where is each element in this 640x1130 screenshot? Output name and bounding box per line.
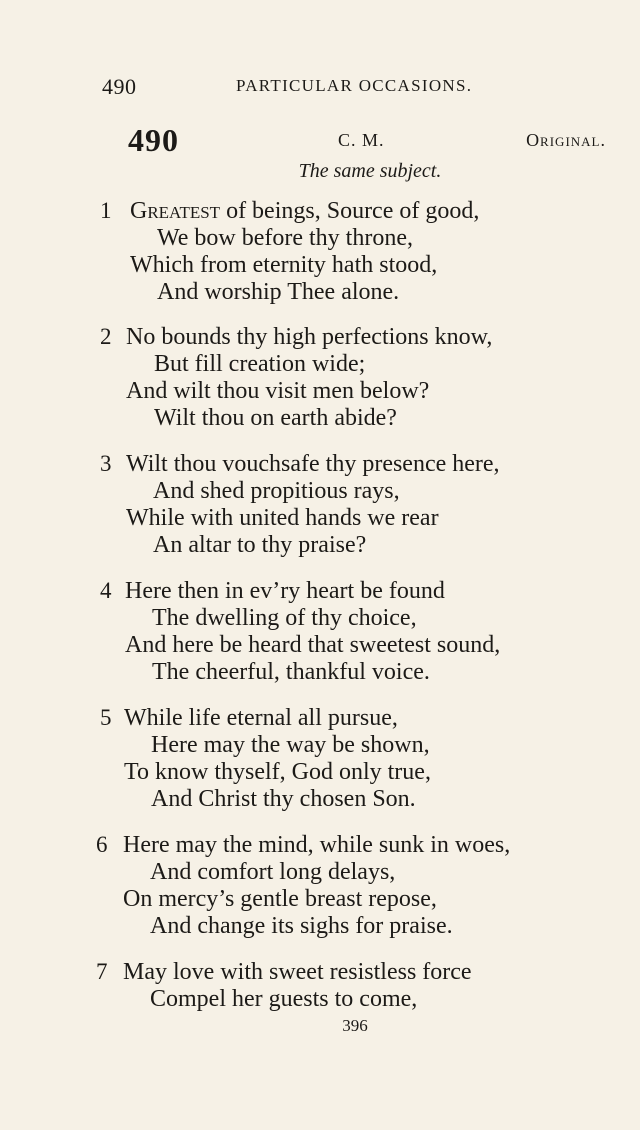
stanza-number: 4: [100, 578, 112, 603]
stanza-number: 1: [100, 198, 112, 223]
stanza-line: Compel her guests to come,: [150, 986, 418, 1012]
stanza-line: And Christ thy chosen Son.: [151, 786, 416, 812]
stanza-line: And worship Thee alone.: [157, 279, 400, 305]
running-page-number: 490: [102, 74, 137, 99]
stanza-number: 5: [100, 705, 112, 730]
stanza-line: The cheerful, thankful voice.: [152, 659, 430, 685]
stanza-line: And wilt thou visit men below?: [126, 378, 430, 404]
stanza-line: We bow before thy throne,: [157, 225, 413, 251]
hymn-meter: C. M.: [338, 130, 385, 150]
stanza-line: Here then in ev’ry heart be found: [125, 578, 445, 604]
stanza-line: And shed propitious rays,: [153, 478, 400, 504]
stanza-line: Here may the way be shown,: [151, 732, 430, 758]
hymn-heading: [128, 122, 606, 162]
stanza-line: [130, 198, 479, 225]
stanza-line: Wilt thou on earth abide?: [154, 405, 397, 431]
stanza-line: No bounds thy high perfections know,: [126, 324, 493, 350]
stanza-line: While with united hands we rear: [126, 505, 439, 531]
stanza-line: But fill creation wide;: [154, 351, 366, 377]
hymn-source: Original.: [526, 130, 606, 150]
stanza-line: And change its sighs for praise.: [150, 913, 453, 939]
page-folio: 396: [342, 1016, 368, 1035]
stanza-line: On mercy’s gentle breast repose,: [123, 886, 437, 912]
stanza-line: Which from eternity hath stood,: [130, 252, 438, 278]
running-header: [102, 74, 600, 100]
stanza-line: The dwelling of thy choice,: [152, 605, 417, 631]
stanza-line-rest: of beings, Source of good,: [220, 198, 480, 224]
stanza-line: Wilt thou vouchsafe thy presence here,: [126, 451, 500, 477]
stanza-number: 2: [100, 324, 112, 349]
stanza-line: An altar to thy praise?: [153, 532, 367, 558]
stanza-line: Here may the mind, while sunk in woes,: [123, 832, 511, 858]
stanza-line: And here be heard that sweetest sound,: [125, 632, 501, 658]
stanza-number: 3: [100, 451, 112, 476]
stanza-line: May love with sweet resistless force: [123, 959, 472, 985]
hymn-number: 490: [128, 122, 179, 158]
stanza-number: 6: [96, 832, 108, 857]
stanza-line: And comfort long delays,: [150, 859, 396, 885]
stanza-first-word: Greatest: [130, 198, 221, 224]
running-title: PARTICULAR OCCASIONS.: [236, 76, 473, 95]
hymn-subtitle: The same subject.: [298, 160, 442, 182]
stanza-number: 7: [96, 959, 108, 984]
stanza-line: While life eternal all pursue,: [124, 705, 398, 731]
stanza-line: To know thyself, God only true,: [124, 759, 431, 785]
